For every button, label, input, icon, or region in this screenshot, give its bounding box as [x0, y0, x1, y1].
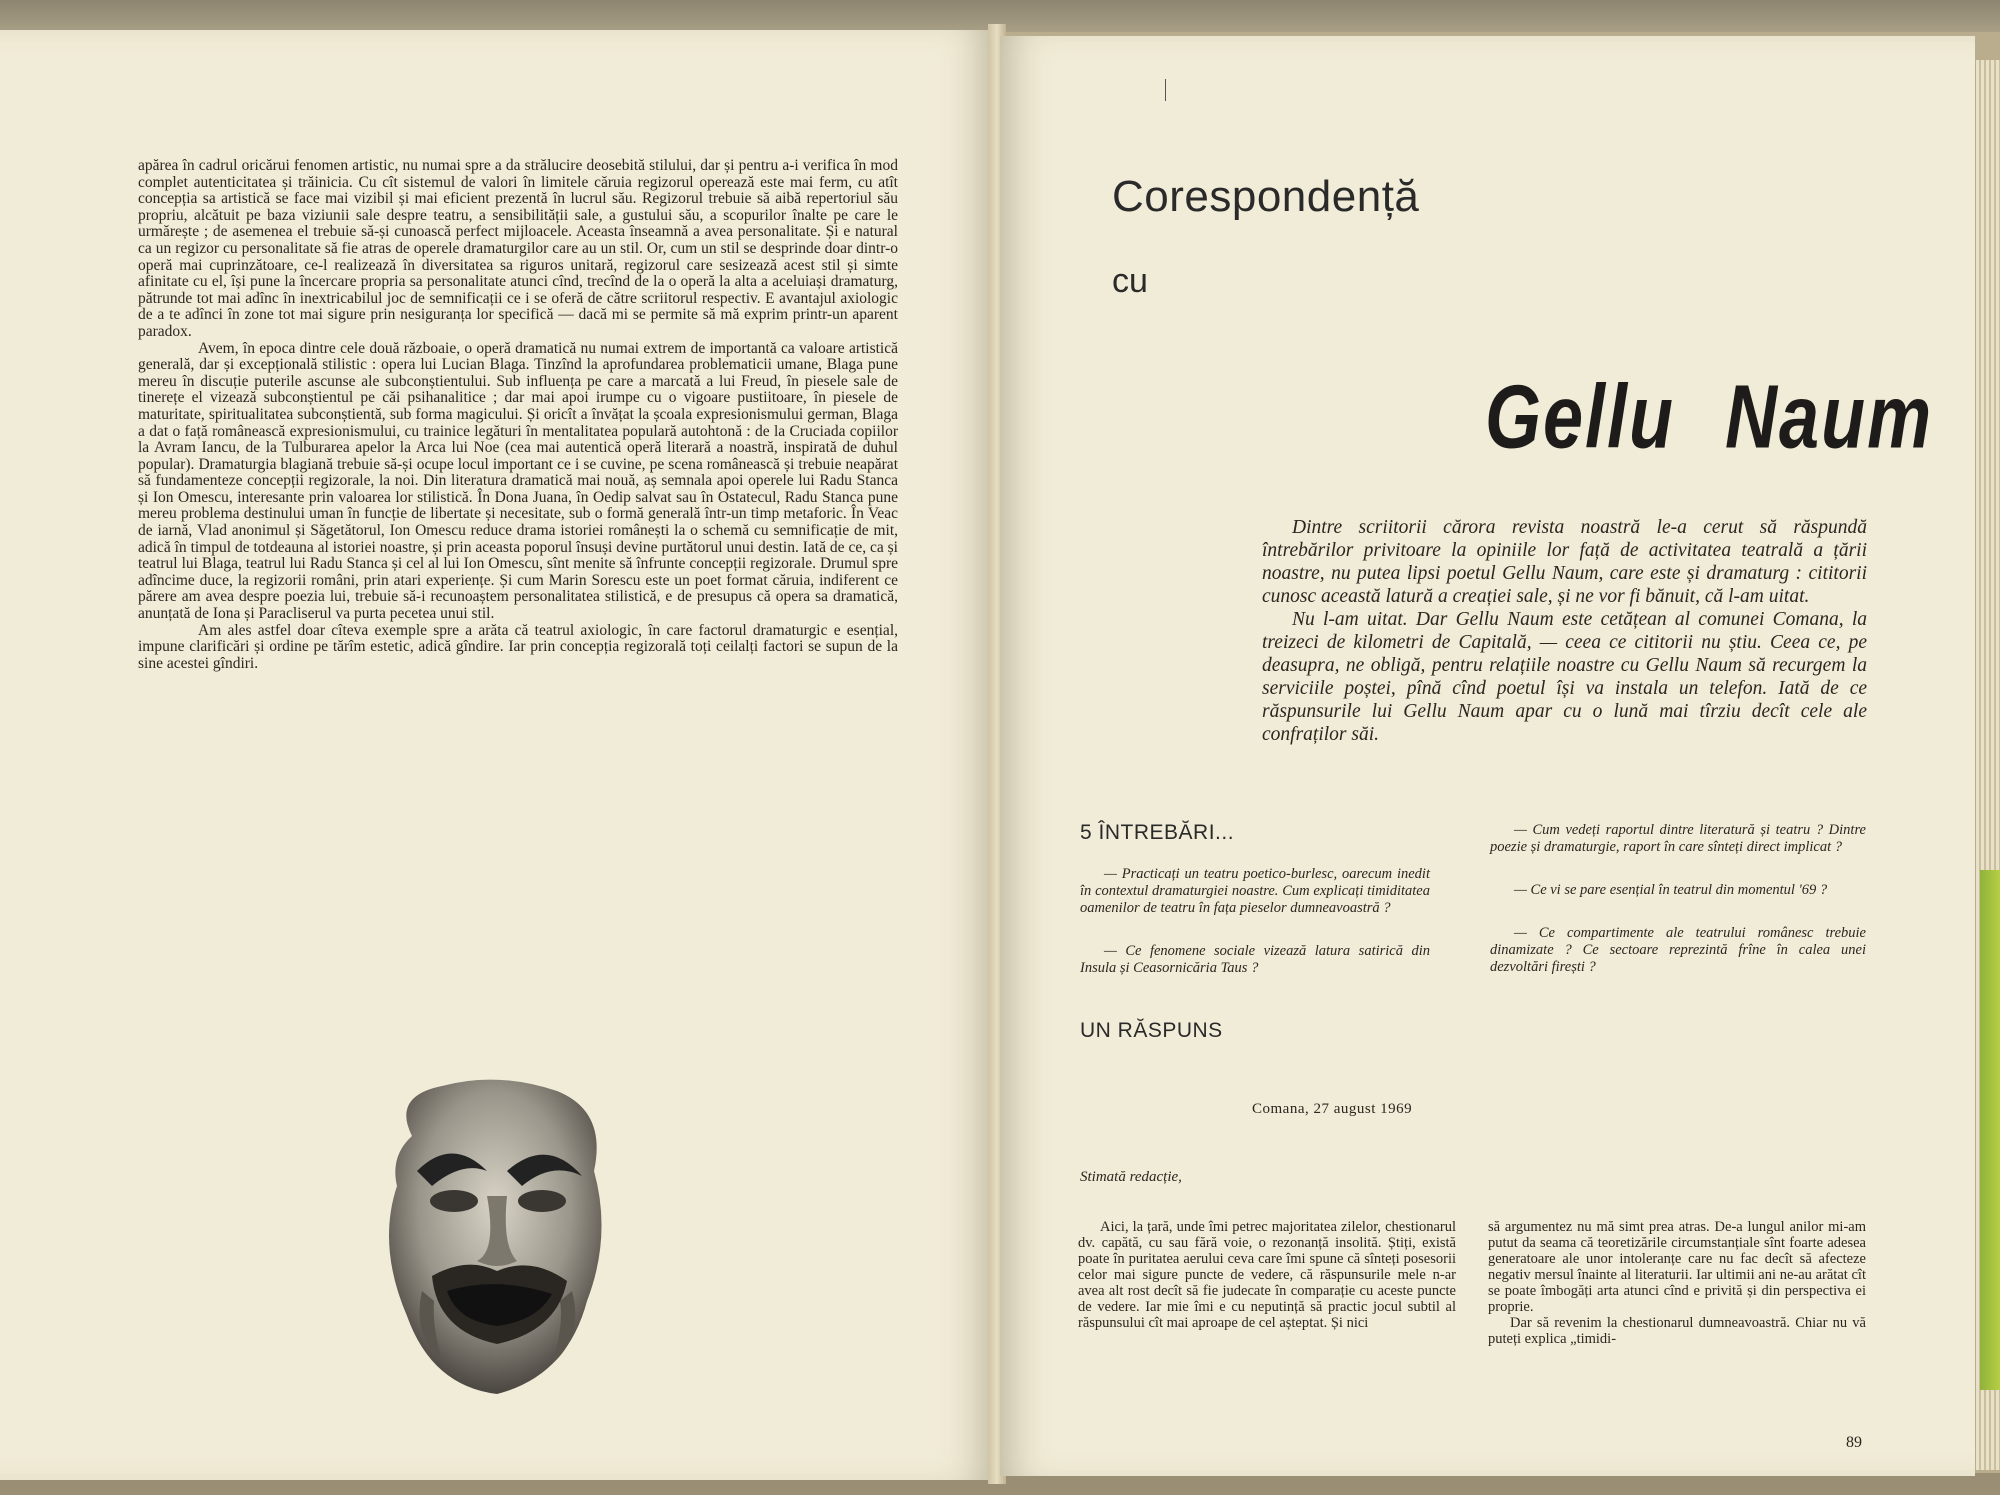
question-5: — Ce compartimente ale teatrului românesc trebuie dinamizate ? Ce sectoare reprezintă frîne în calea unei dezvoltări firești ? [1490, 925, 1866, 975]
left-page [0, 30, 996, 1480]
green-bookmark-tab [1980, 870, 2000, 1390]
page-number: 89 [1846, 1434, 1862, 1451]
intro-paragraph-1: Dintre scriitorii cărora revista noastră le-a cerut să răspundă întrebărilor privitoare la opiniile lor față de activitatea teatrală a țării noastre, nu putea lipsi poetul Gellu Naum, care este și dramaturg : cititorii cunosc această latură a creației sale, și ne vor fi bănuit, că l-am uitat. [1262, 517, 1867, 607]
print-mark [1165, 79, 1166, 101]
answer-left-column [1078, 1219, 1456, 1331]
left-paragraph-1: apărea în cadrul oricărui fenomen artistic, nu numai spre a da strălucire deosebită stilului, dar și pentru a-i verifica în mod complet autenticitatea și trăinicia. Cu cît sistemul de valori în limitele căruia regizorul operează este mai ferm, cu atît concepția sa artistică se face mai vizibil și mai eficient prezentă în lucrul său. Regizorul trebuie să aibă repertoriul său propriu, alcătuit pe baza viziunii sale despre teatru, a sensibilității sale, a gustului său, a scopurilor înalte pe care le urmărește ; de asemenea el trebuie să-și cunoască perfect mijloacele. Aceasta înseamnă a avea personalitate. Și e natural ca un regizor cu personalitate să fie atras de operele dramaturgilor care au un stil. Or, cum un stil se desprinde doar dintr-o operă mai cuprinzătoare, ce-l realizează în diversitatea sa riguros unitară, regizorul care sesizează acest stil și simte afinitate cu el, își pune la încercare propria sa personalitate atunci cînd, trecînd de la o operă la alta a aceluiași dramaturg, pătrunde tot mai adînc în inextricabilul joc de semnificații ce i se oferă de către scriitorul respectiv. E avantajul axiologic de a te adînci în zone tot mai sigure prin nesiguranța lor specifică — dacă mi se permite să mă exprim printr-un aparent paradox. [138, 157, 898, 340]
article-title-cu: cu [1112, 262, 1148, 300]
article-title: Corespondență [1112, 172, 1420, 221]
theatre-mask-illustration [372, 1076, 622, 1400]
answer-paragraph-3: Dar să revenim la chestionarul dumneavoastră. Chiar nu vă puteți explica „timidi- [1488, 1315, 1866, 1347]
author-first-name: Gellu [1485, 367, 1676, 468]
questions-left-column [1080, 866, 1430, 1003]
left-paragraph-3: Am ales astfel doar cîteva exemple spre a arăta că teatrul axiologic, în care factorul dramaturgic e esențial, impune clarificări și ordine pe tărîm estetic, adică gîndire. Iar prin concepția regizorală toți ceilalți factori se supun de la sine acestei gîndiri. [138, 621, 898, 672]
question-4: — Ce vi se pare esențial în teatrul din momentul '69 ? [1514, 882, 1828, 898]
question-1: — Practicați un teatru poetico-burlesc, oarecum inedit în contextul dramaturgiei noastre. Cum explicați timiditatea oamenilor de teatru în fața pieselor dumneavoastră ? [1080, 866, 1430, 916]
letter-date: Comana, 27 august 1969 [1252, 1101, 1413, 1117]
editorial-intro [1262, 516, 1867, 746]
intro-paragraph-2: Nu l-am uitat. Dar Gellu Naum este cetățean al comunei Comana, la treizeci de kilometri de Capitală, — ceea ce cititorii nu știu. Ceea ce, pe deasupra, ne obligă, pentru relațiile noastre cu Gellu Naum să recurgem la serviciile poștei, pînă cînd poetul își va instala un telefon. Iată de ce răspunsurile lui Gellu Naum apar cu o lună mai tîrziu decît cele ale confraților săi. [1262, 609, 1867, 745]
answer-paragraph-1: Aici, la țară, unde îmi petrec majoritatea zilelor, chestionarul dv. capătă, cu sau fără voie, o rezonanță insolită. Știți, există poate în puritatea aerului ceva care îmi spune că sînteți posesorii celor mai sigure puncte de vedere, că răspunsurile mele n-ar avea alt rost decît să fie judecate în comparație cu aceste puncte de vedere. Iar mie îmi e cu neputință să practic jocul subtil al răspunsului cît mai aproape de cel așteptat. Și nici [1078, 1219, 1456, 1331]
left-paragraph-2: Avem, în epoca dintre cele două războaie, o operă dramatică nu numai extrem de importantă ca valoare artistică generală, dar și excepțională stilistic : opera lui Lucian Blaga. Tinzînd la aprofundarea problematicii umane, Blaga pune mereu în discuție puterile ascunse ale subconștientului. Sub influența pe care a marcată a lui Freud, în piesele sale de tinerețe el vizează subconștientul pe căi psihanalitice ; dar mai apoi irumpe cu o vigoare pustiitoare, în piesele de maturitate, spiritualitatea subconștientă, sub forma magicului. Și oricît a învățat la școala expresionismului german, Blaga a dat o față românească expresionismului, cu trainice legături în mentalitatea populară autohtonă : de la Cruciada copiilor la Avram Iancu, de la Tulburarea apelor la Arca lui Noe (cea mai autentică operă literară a noastră, inspirată de duhul popular). Dramaturgia blagiană trebuie să-și ocupe locul important ce i se cuvine, pe scena românească și trebuie neapărat să fundamenteze concepții regizorale, la noi. Din literatura dramatică mai nouă, aș semnala apoi operele lui Radu Stanca și Ion Omescu, interesante prin valoarea lor stilistică. În Dona Juana, în Oedip salvat sau în Ostatecul, Radu Stanca pune mereu problema destinului uman în funcție de libertate și necesitate, sub o formă generală într-un timp metaforic. În Veac de iarnă, Vlad anonimul și Săgetătorul, Ion Omescu reduce drama istoriei românești la o schemă cu semnificație de mit, adică în timpul de totdeauna al istoriei noastre, și prin aceasta poporul însuși devine purtătorul unui destin. Iată de ce, ca și teatrul lui Blaga, teatrul lui Radu Stanca și cel al lui Ion Omescu, sînt menite să înfrunte concepții regizorale. Drumul spre adîncime duce, la regizorii români, prin atari experiențe. Și cum Marin Sorescu este un poet format căruia, indiferent ce părere am avea despre poezia lui, trebuie să-i recunoaștem personalitatea stilistică, e de presupus că opera sa dramatică, anunțată de Iona și Paracliserul va purta pecetea unui stil. [138, 339, 898, 623]
right-page [1000, 36, 1975, 1476]
answer-heading: UN RĂSPUNS [1080, 1019, 1223, 1042]
author-last-name: Naum [1725, 367, 1934, 468]
question-3: — Cum vedeți raportul dintre literatură și teatru ? Dintre poezie și dramaturgie, raport în care sînteți direct implicat ? [1490, 822, 1866, 855]
questions-heading: 5 ÎNTREBĂRI... [1080, 821, 1235, 844]
letter-salutation: Stimată redacție, [1080, 1169, 1182, 1185]
left-page-body [138, 158, 898, 672]
answer-right-column [1488, 1219, 1866, 1347]
answer-paragraph-2: să argumentez nu mă simt prea atras. De-a lungul anilor mi-am putut da seama că teoretizările circumstanțiale sînt foarte adesea generatoare ale unor intoleranțe care nu fac decît să afecteze negativ mersul înainte al literaturii. Iar ultimii ani ne-au arătat cît se poate îmbogăți arta atunci cînd e privită și din perspectiva ei proprie. [1488, 1219, 1866, 1315]
question-2: — Ce fenomene sociale vizează latura satirică din Insula și Ceasornicăria Taus ? [1080, 943, 1430, 976]
questions-right-column [1490, 822, 1866, 1002]
author-name-heading [1485, 366, 1975, 469]
